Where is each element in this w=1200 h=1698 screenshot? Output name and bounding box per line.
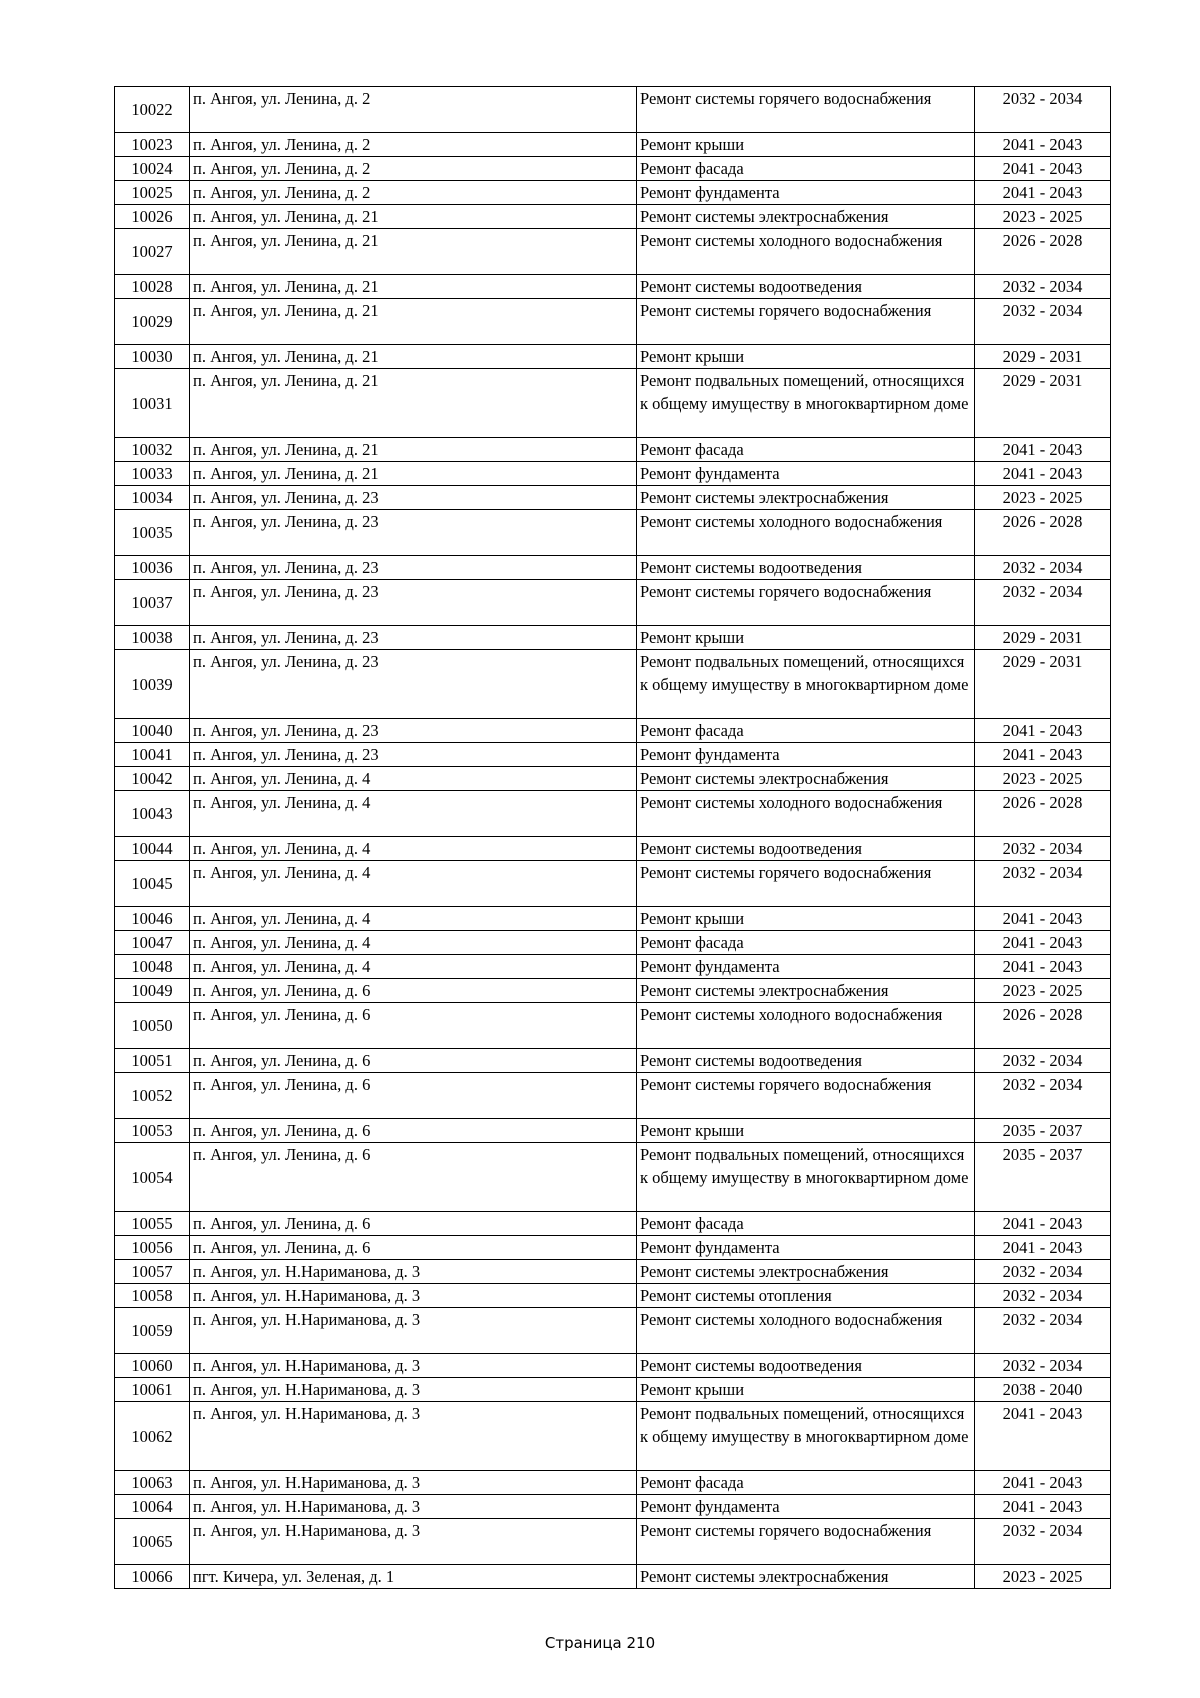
table-row (115, 275, 1111, 299)
row-number-cell: 10062 (115, 1402, 190, 1471)
work-type-cell: Ремонт системы горячего водоснабжения (637, 1519, 975, 1565)
period-cell: 2032 - 2034 (975, 1519, 1111, 1565)
address-cell: п. Ангоя, ул. Ленина, д. 4 (190, 861, 637, 907)
table-row (115, 1049, 1111, 1073)
address-cell: п. Ангоя, ул. Ленина, д. 6 (190, 1049, 637, 1073)
address-cell: п. Ангоя, ул. Ленина, д. 4 (190, 767, 637, 791)
row-number-cell: 10041 (115, 743, 190, 767)
table-row (115, 510, 1111, 556)
address-cell: п. Ангоя, ул. Ленина, д. 2 (190, 157, 637, 181)
table-row (115, 1519, 1111, 1565)
period-cell: 2029 - 2031 (975, 369, 1111, 438)
period-cell: 2041 - 2043 (975, 1471, 1111, 1495)
row-number-cell: 10065 (115, 1519, 190, 1565)
work-type-cell: Ремонт крыши (637, 626, 975, 650)
work-type-cell: Ремонт фасада (637, 438, 975, 462)
table-row (115, 229, 1111, 275)
work-type-cell: Ремонт крыши (637, 345, 975, 369)
table-row (115, 1402, 1111, 1471)
table-row (115, 133, 1111, 157)
work-type-cell: Ремонт фундамента (637, 181, 975, 205)
work-type-cell: Ремонт фундамента (637, 743, 975, 767)
table-row (115, 462, 1111, 486)
row-number-cell: 10057 (115, 1260, 190, 1284)
address-cell: п. Ангоя, ул. Ленина, д. 23 (190, 743, 637, 767)
period-cell: 2026 - 2028 (975, 510, 1111, 556)
work-type-cell: Ремонт системы холодного водоснабжения (637, 1003, 975, 1049)
table-row (115, 955, 1111, 979)
address-cell: п. Ангоя, ул. Ленина, д. 23 (190, 650, 637, 719)
row-number-cell: 10058 (115, 1284, 190, 1308)
period-cell: 2032 - 2034 (975, 1354, 1111, 1378)
row-number-cell: 10059 (115, 1308, 190, 1354)
address-cell: п. Ангоя, ул. Ленина, д. 4 (190, 955, 637, 979)
row-number-cell: 10039 (115, 650, 190, 719)
address-cell: п. Ангоя, ул. Ленина, д. 23 (190, 486, 637, 510)
period-cell: 2032 - 2034 (975, 1260, 1111, 1284)
address-cell: п. Ангоя, ул. Ленина, д. 6 (190, 1236, 637, 1260)
period-cell: 2023 - 2025 (975, 979, 1111, 1003)
row-number-cell: 10027 (115, 229, 190, 275)
address-cell: п. Ангоя, ул. Ленина, д. 21 (190, 462, 637, 486)
address-cell: п. Ангоя, ул. Ленина, д. 6 (190, 979, 637, 1003)
work-type-cell: Ремонт системы холодного водоснабжения (637, 1308, 975, 1354)
work-type-cell: Ремонт крыши (637, 1119, 975, 1143)
period-cell: 2041 - 2043 (975, 955, 1111, 979)
address-cell: п. Ангоя, ул. Ленина, д. 6 (190, 1212, 637, 1236)
work-type-cell: Ремонт системы холодного водоснабжения (637, 229, 975, 275)
table-row (115, 157, 1111, 181)
row-number-cell: 10054 (115, 1143, 190, 1212)
table-row (115, 1284, 1111, 1308)
address-cell: п. Ангоя, ул. Н.Нариманова, д. 3 (190, 1378, 637, 1402)
period-cell: 2032 - 2034 (975, 87, 1111, 133)
work-type-cell: Ремонт крыши (637, 907, 975, 931)
table-row (115, 907, 1111, 931)
period-cell: 2026 - 2028 (975, 229, 1111, 275)
address-cell: п. Ангоя, ул. Ленина, д. 2 (190, 181, 637, 205)
row-number-cell: 10037 (115, 580, 190, 626)
table-row (115, 369, 1111, 438)
work-type-cell: Ремонт системы электроснабжения (637, 979, 975, 1003)
address-cell: п. Ангоя, ул. Н.Нариманова, д. 3 (190, 1495, 637, 1519)
work-type-cell: Ремонт крыши (637, 133, 975, 157)
row-number-cell: 10024 (115, 157, 190, 181)
period-cell: 2032 - 2034 (975, 556, 1111, 580)
table-row (115, 87, 1111, 133)
period-cell: 2032 - 2034 (975, 1049, 1111, 1073)
table-row (115, 791, 1111, 837)
work-type-cell: Ремонт системы горячего водоснабжения (637, 580, 975, 626)
address-cell: п. Ангоя, ул. Ленина, д. 23 (190, 580, 637, 626)
period-cell: 2041 - 2043 (975, 157, 1111, 181)
work-type-cell: Ремонт фасада (637, 719, 975, 743)
table-row (115, 861, 1111, 907)
period-cell: 2023 - 2025 (975, 767, 1111, 791)
row-number-cell: 10025 (115, 181, 190, 205)
address-cell: п. Ангоя, ул. Ленина, д. 21 (190, 299, 637, 345)
table-row (115, 181, 1111, 205)
address-cell: п. Ангоя, ул. Ленина, д. 21 (190, 438, 637, 462)
row-number-cell: 10060 (115, 1354, 190, 1378)
address-cell: п. Ангоя, ул. Ленина, д. 6 (190, 1119, 637, 1143)
table-row (115, 556, 1111, 580)
address-cell: п. Ангоя, ул. Ленина, д. 21 (190, 275, 637, 299)
work-type-cell: Ремонт крыши (637, 1378, 975, 1402)
work-type-cell: Ремонт системы электроснабжения (637, 205, 975, 229)
work-type-cell: Ремонт системы горячего водоснабжения (637, 861, 975, 907)
table-row (115, 1073, 1111, 1119)
period-cell: 2032 - 2034 (975, 861, 1111, 907)
row-number-cell: 10044 (115, 837, 190, 861)
row-number-cell: 10030 (115, 345, 190, 369)
work-type-cell: Ремонт подвальных помещений, относящихся к общему имуществу в многоквартирном доме (637, 650, 975, 719)
table-row (115, 205, 1111, 229)
period-cell: 2023 - 2025 (975, 486, 1111, 510)
period-cell: 2041 - 2043 (975, 181, 1111, 205)
work-type-cell: Ремонт системы горячего водоснабжения (637, 1073, 975, 1119)
address-cell: п. Ангоя, ул. Н.Нариманова, д. 3 (190, 1354, 637, 1378)
work-type-cell: Ремонт системы водоотведения (637, 275, 975, 299)
work-type-cell: Ремонт системы горячего водоснабжения (637, 299, 975, 345)
work-type-cell: Ремонт системы водоотведения (637, 1049, 975, 1073)
work-type-cell: Ремонт системы водоотведения (637, 837, 975, 861)
address-cell: п. Ангоя, ул. Н.Нариманова, д. 3 (190, 1471, 637, 1495)
address-cell: п. Ангоя, ул. Ленина, д. 23 (190, 719, 637, 743)
work-type-cell: Ремонт системы электроснабжения (637, 486, 975, 510)
work-type-cell: Ремонт системы электроснабжения (637, 767, 975, 791)
period-cell: 2038 - 2040 (975, 1378, 1111, 1402)
table-row (115, 1260, 1111, 1284)
address-cell: п. Ангоя, ул. Ленина, д. 6 (190, 1073, 637, 1119)
period-cell: 2026 - 2028 (975, 1003, 1111, 1049)
row-number-cell: 10042 (115, 767, 190, 791)
table-row (115, 1354, 1111, 1378)
address-cell: п. Ангоя, ул. Ленина, д. 2 (190, 87, 637, 133)
period-cell: 2035 - 2037 (975, 1119, 1111, 1143)
table-row (115, 1236, 1111, 1260)
period-cell: 2032 - 2034 (975, 580, 1111, 626)
table-row (115, 345, 1111, 369)
work-type-cell: Ремонт фасада (637, 931, 975, 955)
period-cell: 2041 - 2043 (975, 133, 1111, 157)
row-number-cell: 10033 (115, 462, 190, 486)
work-type-cell: Ремонт системы холодного водоснабжения (637, 510, 975, 556)
period-cell: 2041 - 2043 (975, 1236, 1111, 1260)
period-cell: 2035 - 2037 (975, 1143, 1111, 1212)
row-number-cell: 10028 (115, 275, 190, 299)
table-row (115, 1308, 1111, 1354)
table-body (115, 87, 1111, 1589)
table-row (115, 767, 1111, 791)
period-cell: 2041 - 2043 (975, 1212, 1111, 1236)
table-row (115, 1212, 1111, 1236)
work-type-cell: Ремонт фасада (637, 1471, 975, 1495)
period-cell: 2032 - 2034 (975, 275, 1111, 299)
address-cell: п. Ангоя, ул. Ленина, д. 21 (190, 229, 637, 275)
row-number-cell: 10048 (115, 955, 190, 979)
work-type-cell: Ремонт системы электроснабжения (637, 1260, 975, 1284)
table-row (115, 1143, 1111, 1212)
table-row (115, 743, 1111, 767)
work-type-cell: Ремонт системы холодного водоснабжения (637, 791, 975, 837)
work-type-cell: Ремонт фундамента (637, 1495, 975, 1519)
period-cell: 2041 - 2043 (975, 719, 1111, 743)
row-number-cell: 10052 (115, 1073, 190, 1119)
work-type-cell: Ремонт системы водоотведения (637, 556, 975, 580)
row-number-cell: 10023 (115, 133, 190, 157)
work-type-cell: Ремонт фундамента (637, 462, 975, 486)
work-type-cell: Ремонт фундамента (637, 1236, 975, 1260)
work-type-cell: Ремонт системы отопления (637, 1284, 975, 1308)
repair-schedule-table (114, 86, 1111, 1589)
row-number-cell: 10034 (115, 486, 190, 510)
period-cell: 2032 - 2034 (975, 1308, 1111, 1354)
row-number-cell: 10047 (115, 931, 190, 955)
work-type-cell: Ремонт подвальных помещений, относящихся к общему имуществу в многоквартирном доме (637, 1402, 975, 1471)
row-number-cell: 10063 (115, 1471, 190, 1495)
address-cell: п. Ангоя, ул. Ленина, д. 2 (190, 133, 637, 157)
address-cell: п. Ангоя, ул. Ленина, д. 21 (190, 345, 637, 369)
period-cell: 2041 - 2043 (975, 907, 1111, 931)
address-cell: п. Ангоя, ул. Ленина, д. 4 (190, 907, 637, 931)
period-cell: 2032 - 2034 (975, 299, 1111, 345)
row-number-cell: 10029 (115, 299, 190, 345)
address-cell: п. Ангоя, ул. Ленина, д. 21 (190, 205, 637, 229)
address-cell: п. Ангоя, ул. Ленина, д. 4 (190, 931, 637, 955)
period-cell: 2032 - 2034 (975, 837, 1111, 861)
table-row (115, 719, 1111, 743)
table-row (115, 979, 1111, 1003)
period-cell: 2023 - 2025 (975, 1565, 1111, 1589)
row-number-cell: 10032 (115, 438, 190, 462)
address-cell: п. Ангоя, ул. Н.Нариманова, д. 3 (190, 1519, 637, 1565)
work-type-cell: Ремонт системы водоотведения (637, 1354, 975, 1378)
row-number-cell: 10051 (115, 1049, 190, 1073)
work-type-cell: Ремонт подвальных помещений, относящихся к общему имуществу в многоквартирном доме (637, 1143, 975, 1212)
period-cell: 2029 - 2031 (975, 626, 1111, 650)
page-number: Страница 210 (544, 1634, 656, 1652)
row-number-cell: 10055 (115, 1212, 190, 1236)
row-number-cell: 10061 (115, 1378, 190, 1402)
period-cell: 2041 - 2043 (975, 931, 1111, 955)
address-cell: п. Ангоя, ул. Ленина, д. 6 (190, 1143, 637, 1212)
row-number-cell: 10031 (115, 369, 190, 438)
table-row (115, 1471, 1111, 1495)
period-cell: 2029 - 2031 (975, 650, 1111, 719)
row-number-cell: 10045 (115, 861, 190, 907)
row-number-cell: 10050 (115, 1003, 190, 1049)
period-cell: 2029 - 2031 (975, 345, 1111, 369)
work-type-cell: Ремонт системы электроснабжения (637, 1565, 975, 1589)
address-cell: п. Ангоя, ул. Ленина, д. 4 (190, 791, 637, 837)
row-number-cell: 10036 (115, 556, 190, 580)
address-cell: п. Ангоя, ул. Ленина, д. 23 (190, 556, 637, 580)
address-cell: пгт. Кичера, ул. Зеленая, д. 1 (190, 1565, 637, 1589)
table-row (115, 1495, 1111, 1519)
table-row (115, 650, 1111, 719)
address-cell: п. Ангоя, ул. Ленина, д. 23 (190, 626, 637, 650)
work-type-cell: Ремонт подвальных помещений, относящихся к общему имуществу в многоквартирном доме (637, 369, 975, 438)
period-cell: 2041 - 2043 (975, 1402, 1111, 1471)
row-number-cell: 10026 (115, 205, 190, 229)
address-cell: п. Ангоя, ул. Ленина, д. 6 (190, 1003, 637, 1049)
address-cell: п. Ангоя, ул. Н.Нариманова, д. 3 (190, 1308, 637, 1354)
period-cell: 2041 - 2043 (975, 1495, 1111, 1519)
table-row (115, 1003, 1111, 1049)
work-type-cell: Ремонт фасада (637, 157, 975, 181)
row-number-cell: 10053 (115, 1119, 190, 1143)
row-number-cell: 10066 (115, 1565, 190, 1589)
period-cell: 2032 - 2034 (975, 1284, 1111, 1308)
row-number-cell: 10046 (115, 907, 190, 931)
period-cell: 2032 - 2034 (975, 1073, 1111, 1119)
address-cell: п. Ангоя, ул. Ленина, д. 23 (190, 510, 637, 556)
period-cell: 2023 - 2025 (975, 205, 1111, 229)
table-row (115, 580, 1111, 626)
row-number-cell: 10056 (115, 1236, 190, 1260)
work-type-cell: Ремонт системы горячего водоснабжения (637, 87, 975, 133)
period-cell: 2026 - 2028 (975, 791, 1111, 837)
address-cell: п. Ангоя, ул. Ленина, д. 21 (190, 369, 637, 438)
table-row (115, 837, 1111, 861)
address-cell: п. Ангоя, ул. Н.Нариманова, д. 3 (190, 1284, 637, 1308)
row-number-cell: 10040 (115, 719, 190, 743)
table-row (115, 438, 1111, 462)
row-number-cell: 10038 (115, 626, 190, 650)
address-cell: п. Ангоя, ул. Н.Нариманова, д. 3 (190, 1260, 637, 1284)
table-row (115, 931, 1111, 955)
row-number-cell: 10035 (115, 510, 190, 556)
address-cell: п. Ангоя, ул. Ленина, д. 4 (190, 837, 637, 861)
period-cell: 2041 - 2043 (975, 462, 1111, 486)
row-number-cell: 10064 (115, 1495, 190, 1519)
table-row (115, 626, 1111, 650)
work-type-cell: Ремонт фасада (637, 1212, 975, 1236)
row-number-cell: 10022 (115, 87, 190, 133)
period-cell: 2041 - 2043 (975, 743, 1111, 767)
table-row (115, 1119, 1111, 1143)
address-cell: п. Ангоя, ул. Н.Нариманова, д. 3 (190, 1402, 637, 1471)
row-number-cell: 10049 (115, 979, 190, 1003)
work-type-cell: Ремонт фундамента (637, 955, 975, 979)
period-cell: 2041 - 2043 (975, 438, 1111, 462)
table-row (115, 299, 1111, 345)
table-row (115, 486, 1111, 510)
table-row (115, 1378, 1111, 1402)
row-number-cell: 10043 (115, 791, 190, 837)
table-row (115, 1565, 1111, 1589)
